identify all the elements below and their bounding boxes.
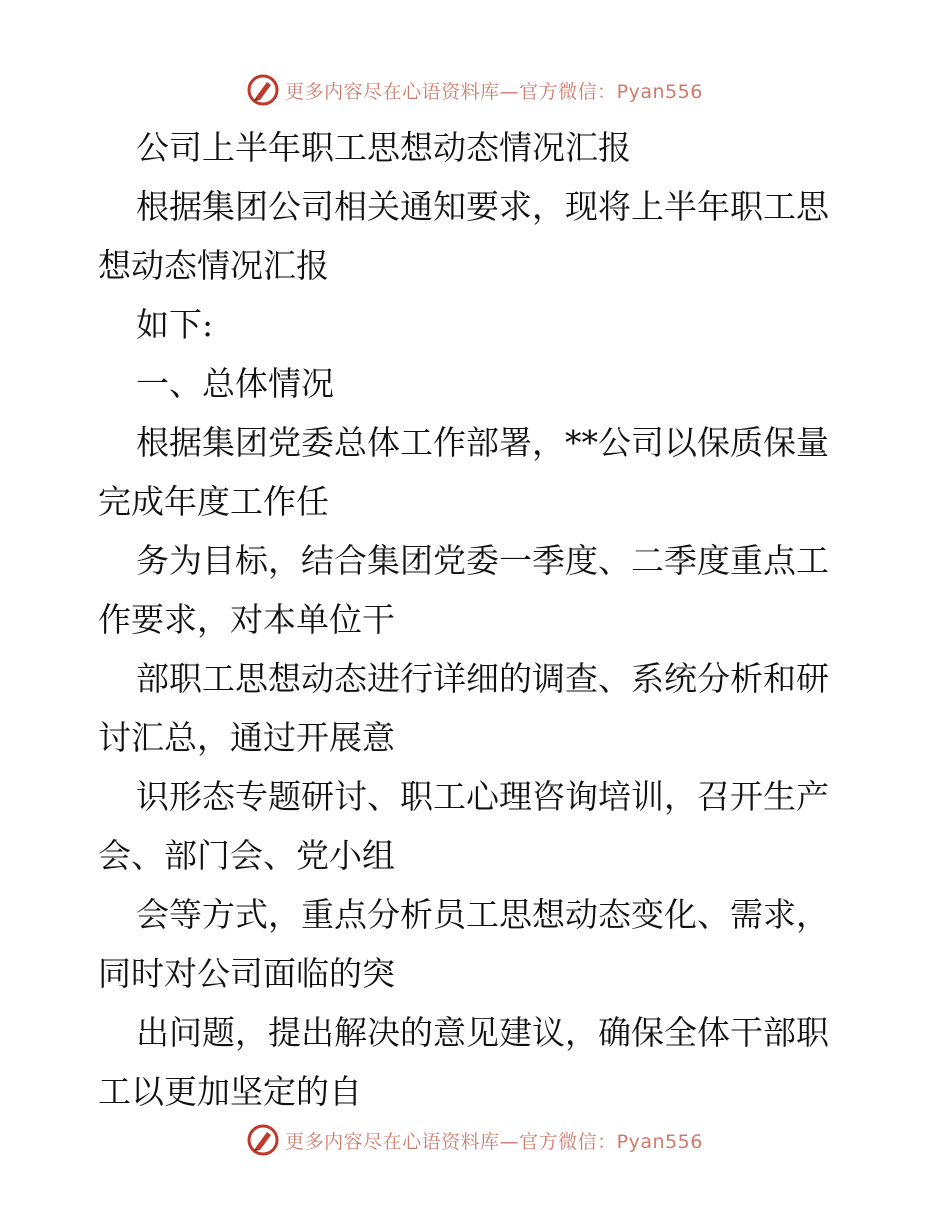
text-line: 根据集团党委总体工作部署，**公司以保质保量 xyxy=(136,423,829,462)
text-line: 出问题，提出解决的意见建议，确保全体干部职 xyxy=(136,1013,829,1052)
header-watermark-text: 更多内容尽在心语资料库—官方微信：Pyan556 xyxy=(285,80,703,103)
text-line: 根据集团公司相关通知要求，现将上半年职工思 xyxy=(136,187,829,226)
text-line: 公司上半年职工思想动态情况汇报 xyxy=(136,128,631,167)
pen-logo-icon xyxy=(247,74,279,106)
text-line: 会、部门会、党小组 xyxy=(98,836,395,875)
text-line: 作要求，对本单位干 xyxy=(98,600,395,639)
text-line: 工以更加坚定的自 xyxy=(98,1072,362,1111)
text-line: 务为目标，结合集团党委一季度、二季度重点工 xyxy=(136,541,829,580)
pen-logo-icon xyxy=(247,1124,279,1156)
text-line: 部职工思想动态进行详细的调查、系统分析和研 xyxy=(136,659,829,698)
text-line: 完成年度工作任 xyxy=(98,482,329,521)
text-line: 同时对公司面临的突 xyxy=(98,954,395,993)
text-line: 讨汇总，通过开展意 xyxy=(98,718,395,757)
text-line: 想动态情况汇报 xyxy=(98,246,329,285)
text-line: 一、总体情况 xyxy=(136,364,334,403)
footer-watermark-text: 更多内容尽在心语资料库—官方微信：Pyan556 xyxy=(285,1130,703,1153)
text-line: 识形态专题研讨、职工心理咨询培训，召开生产 xyxy=(136,777,829,816)
header-watermark-banner xyxy=(0,70,950,110)
text-line: 如下: xyxy=(136,305,214,344)
text-line: 会等方式，重点分析员工思想动态变化、需求， xyxy=(136,895,829,934)
document-body xyxy=(98,118,850,1121)
footer-watermark-banner xyxy=(0,1120,950,1160)
